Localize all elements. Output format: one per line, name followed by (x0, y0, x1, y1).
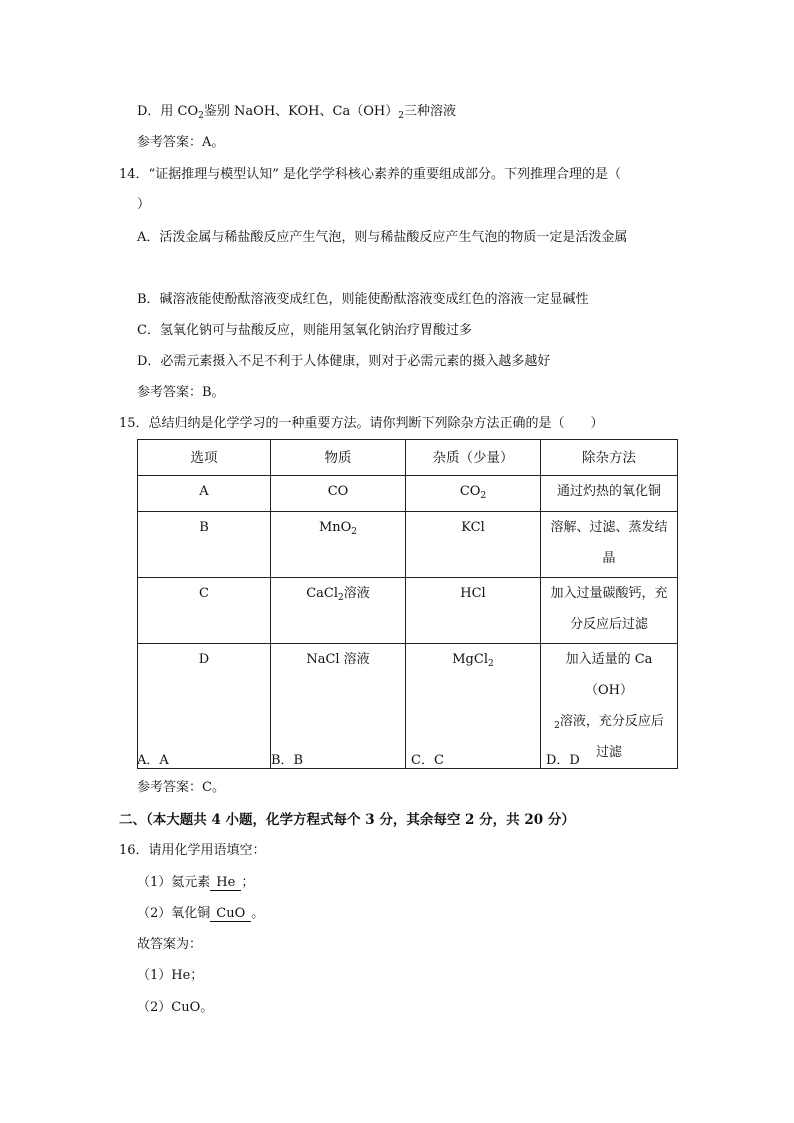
section-2-title: 二、（本大题共 4 小题，化学方程式每个 3 分，其余每空 2 分，共 20 分） (119, 812, 575, 828)
q14-stem-end: ） (137, 197, 151, 212)
header-substance: 物质 (271, 440, 406, 476)
q15-choice-c: C．C (411, 753, 444, 768)
row-option: D (138, 644, 271, 769)
q16-solution-2: （2）CuO。 (137, 1000, 214, 1015)
header-option: 选项 (138, 440, 271, 476)
row-method: 通过灼热的氧化铜 (541, 476, 678, 512)
q13-option-d: D．用 $CO_2$鉴别 NaOH、KOH、$Ca(OH)_2$三种溶液 (137, 104, 456, 121)
q14-option-d: D．必需元素摄入不足不利于人体健康，则对于必需元素的摄入越多越好 (137, 354, 551, 369)
row-impurity: HCl (406, 578, 541, 644)
q16-item-1: （1）氦元素 He ； (137, 875, 255, 890)
q14-option-a: A．活泼金属与稀盐酸反应产生气泡，则与稀盐酸反应产生气泡的物质一定是活泼金属 (137, 230, 628, 245)
row-method: 溶解、过滤、蒸发结 晶 (541, 512, 678, 578)
row-option: A (138, 476, 271, 512)
q16-item-2: （2）氧化铜 CuO 。 (137, 906, 265, 921)
table-row (138, 578, 678, 644)
row-substance: NaCl 溶液 (271, 644, 406, 769)
q15-choice-b: B．B (271, 753, 304, 768)
header-impurity: 杂质（少量） (406, 440, 541, 476)
row-option: B (138, 512, 271, 578)
q14-answer: 参考答案：B。 (137, 385, 225, 400)
header-method: 除杂方法 (541, 440, 678, 476)
q16-item-1-answer: He (210, 875, 241, 891)
table-row (138, 476, 678, 512)
row-impurity: $CO_2$ (406, 476, 541, 512)
q16-stem: 16．请用化学用语填空： (119, 843, 266, 858)
q16-solution-label: 故答案为： (137, 937, 203, 952)
row-substance: CO (271, 476, 406, 512)
q13-answer: 参考答案：A。 (137, 135, 225, 150)
q16-solution-1: （1）He； (137, 968, 204, 983)
row-method: 加入适量的 Ca（OH） $_2$溶液，充分反应后 过滤 (541, 644, 678, 769)
q15-answer: 参考答案：C。 (137, 780, 225, 795)
row-substance: MnO$_2$ (271, 512, 406, 578)
q15-choice-a: A．A (137, 753, 169, 768)
q14-option-b: B．碱溶液能使酚酞溶液变成红色，则能使酚酞溶液变成红色的溶液一定显碱性 (137, 292, 589, 307)
purification-table (137, 439, 678, 769)
q16-item-2-answer: CuO (210, 906, 251, 922)
q14-stem: 14．“证据推理与模型认知” 是化学学科核心素养的重要组成部分。下列推理合理的是（ (119, 167, 621, 182)
q14-option-c: C．氢氧化钠可与盐酸反应，则能用氢氧化钠治疗胃酸过多 (137, 323, 472, 338)
row-method: 加入过量碳酸钙，充 分反应后过滤 (541, 578, 678, 644)
table-header-row (138, 440, 678, 476)
row-impurity: MgCl$_2$ (406, 644, 541, 769)
row-option: C (138, 578, 271, 644)
q15-stem: 15．总结归纳是化学学习的一种重要方法。请你判断下列除杂方法正确的是（ ） (119, 416, 604, 431)
table-row (138, 644, 678, 769)
q15-choice-d: D．D (546, 753, 580, 768)
row-substance: CaCl$_2$溶液 (271, 578, 406, 644)
row-impurity: KCl (406, 512, 541, 578)
table-row (138, 512, 678, 578)
